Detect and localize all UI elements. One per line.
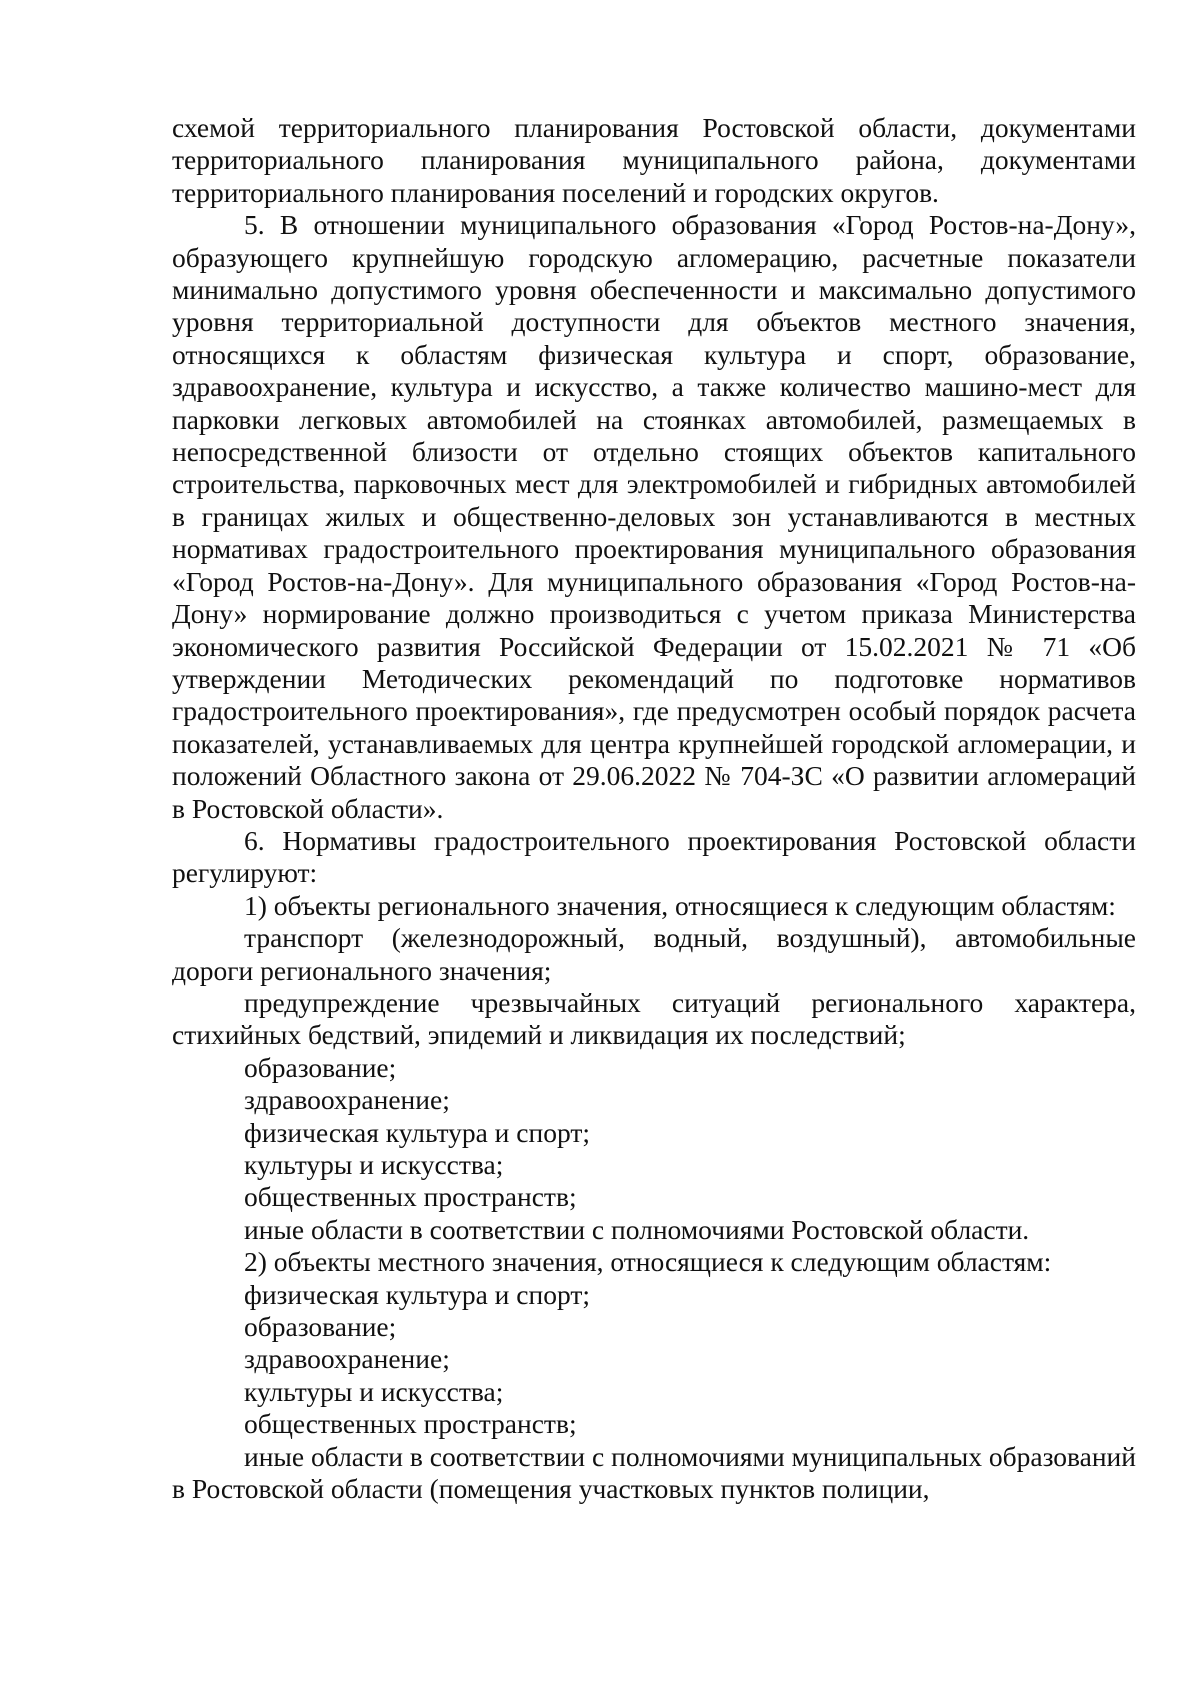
list-item: физическая культура и спорт; — [244, 1116, 590, 1148]
list-item: образование; — [244, 1051, 397, 1083]
list-item: предупреждение чрезвычайных ситуаций регионального характера, стихийных бедствий, эпидемий и ликвидация их последствий; — [172, 986, 1136, 1051]
paragraph-item-5: 5. В отношении муниципального образования «Город Ростов-на-Дону», образующего крупнейшую городскую агломерацию, расчетные показатели минимально допустимого уровня обеспеченности и максимально допустимого уровня территориальной доступности для объектов местного значения, относящихся к областям физическая культура и спорт, образование, здравоохранение, культура и искусство, а также количество машино-мест для парковки легковых автомобилей на стоянках автомобилей, размещаемых в непосредственной близости от отдельно стоящих объектов капитального строительства, парковочных мест для электромобилей и гибридных автомобилей в границах жилых и общественно-деловых зон устанавливаются в местных нормативах градостроительного проектирования муниципального образования «Город Ростов-на-Дону». Для муниципального образования «Город Ростов-на-Дону» нормирование должно производиться с учетом приказа Министерства экономического развития Российской Федерации от 15.02.2021 № 71 «Об утверждении Методических рекомендаций по подготовке нормативов градостроительного проектирования», где предусмотрен особый порядок расчета показателей, устанавливаемых для центра крупнейшей городской агломерации, и положений Областного закона от 29.06.2022 № 704-ЗС «О развитии агломераций в Ростовской области». — [172, 209, 1136, 824]
list-item: культуры и искусства; — [244, 1149, 504, 1180]
list-item: общественных пространств; — [244, 1181, 577, 1213]
list-item: культуры и искусства; — [244, 1375, 504, 1407]
list-item: образование; — [244, 1311, 397, 1343]
list-item: физическая культура и спорт; — [244, 1278, 590, 1310]
document-page — [172, 112, 1136, 1505]
list-item: общественных пространств; — [244, 1408, 577, 1440]
subitem-local-objects: 2) объекты местного значения, относящиеся к следующим областям: — [244, 1246, 1052, 1278]
list-item: здравоохранение; — [244, 1343, 450, 1375]
list-item: здравоохранение; — [244, 1084, 450, 1116]
list-item: транспорт (железнодорожный, водный, воздушный), автомобильные дороги регионального значения; — [172, 922, 1136, 986]
paragraph-item-6: 6. Нормативы градостроительного проектирования Ростовской области регулируют: — [172, 824, 1136, 889]
list-item: иные области в соответствии с полномочиями муниципальных образований в Ростовской области (помещения участковых пунктов полиции, — [172, 1440, 1136, 1505]
list-item: иные области в соответствии с полномочиями Ростовской области. — [244, 1213, 1030, 1245]
subitem-regional-objects: 1) объекты регионального значения, относящиеся к следующим областям: — [244, 889, 1116, 921]
paragraph-continuation: схемой территориального планирования Ростовской области, документами территориального планирования муниципального района, документами территориального планирования поселений и городских округов. — [172, 112, 1136, 208]
